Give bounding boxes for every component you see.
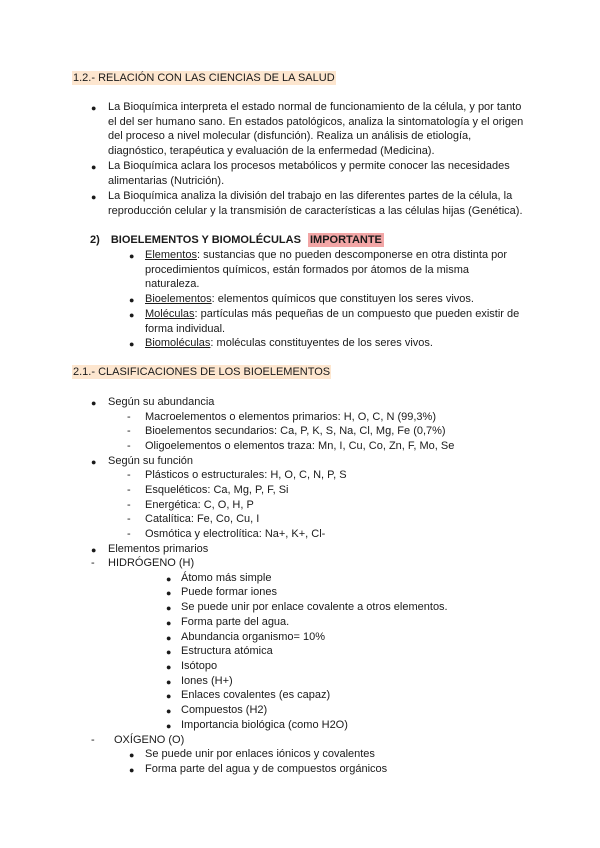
list-item bbox=[108, 159, 510, 188]
section-heading-text: 2.1.- CLASIFICACIONES DE LOS BIOELEMENTOS bbox=[73, 366, 331, 378]
section-number: 2) bbox=[90, 234, 100, 246]
bullet-icon: ● bbox=[166, 574, 172, 584]
list-item: Plásticos o estructurales: H, O, C, N, P, S bbox=[145, 469, 347, 481]
definition-text: : partículas más pequeñas de un compuesto que pueden existir de bbox=[194, 308, 520, 320]
bullet-icon: ● bbox=[166, 691, 172, 701]
important-badge: IMPORTANTE bbox=[309, 234, 382, 246]
line: reproducción celular y la transmisión de características a las células hijas (Genética). bbox=[108, 204, 523, 217]
dash-icon: - bbox=[127, 484, 131, 496]
bullet-icon: ● bbox=[166, 706, 172, 716]
section-heading-1-2 bbox=[72, 71, 336, 86]
definition-text: naturaleza. bbox=[145, 278, 200, 291]
definition-term: Bioelementos bbox=[145, 293, 212, 305]
dash-icon: - bbox=[127, 440, 131, 452]
definition-text: procedimientos químicos, están formados por átomos de la misma bbox=[145, 263, 470, 276]
bullet-icon: ● bbox=[166, 588, 172, 598]
section-heading-text: 1.2.- RELACIÓN CON LAS CIENCIAS DE LA SALUD bbox=[73, 72, 335, 84]
list-item: Átomo más simple bbox=[181, 572, 272, 584]
list-item: Puede formar iones bbox=[181, 586, 277, 598]
bullet-icon: ● bbox=[91, 192, 97, 202]
element-label: OXÍGENO (O) bbox=[114, 734, 185, 746]
dash-icon: - bbox=[127, 425, 131, 437]
dash-icon: - bbox=[127, 411, 131, 423]
bullet-icon: ● bbox=[166, 633, 172, 643]
list-item: Forma parte del agua y de compuestos orgánicos bbox=[145, 763, 388, 775]
category-label: Según su función bbox=[108, 455, 194, 467]
line: el del ser humano sano. En estados patológicos, analiza la sintomatología y el origen bbox=[108, 115, 524, 128]
bullet-icon: ● bbox=[91, 162, 97, 172]
list-item: Estructura atómica bbox=[181, 645, 273, 657]
definition-text: forma individual. bbox=[145, 322, 226, 335]
dash-icon: - bbox=[91, 557, 95, 569]
bullet-icon: ● bbox=[166, 721, 172, 731]
definition-term: Elementos bbox=[145, 249, 197, 261]
definition-item bbox=[145, 248, 507, 292]
dash-icon: - bbox=[127, 469, 131, 481]
list-item: Oligoelementos o elementos traza: Mn, I, Cu, Co, Zn, F, Mo, Se bbox=[145, 440, 455, 452]
list-item: Compuestos (H2) bbox=[181, 704, 268, 716]
bullet-icon: ● bbox=[91, 545, 97, 555]
line: alimentarias (Nutrición). bbox=[108, 174, 225, 187]
list-item: Bioelementos secundarios: Ca, P, K, S, Na, Cl, Mg, Fe (0,7%) bbox=[145, 425, 446, 437]
bullet-icon: ● bbox=[166, 647, 172, 657]
category-label: Según su abundancia bbox=[108, 396, 215, 408]
bullet-icon: ● bbox=[129, 765, 135, 775]
section-heading-2-1 bbox=[72, 365, 331, 380]
section-title-2 bbox=[90, 233, 384, 248]
bullet-icon: ● bbox=[166, 662, 172, 672]
dash-icon: - bbox=[91, 734, 95, 746]
definition-item bbox=[145, 336, 433, 351]
list-item bbox=[108, 189, 523, 218]
list-item: Osmótica y electrolítica: Na+, K+, Cl- bbox=[145, 528, 326, 540]
definition-text: : elementos químicos que constituyen los seres vivos. bbox=[211, 293, 474, 305]
line: La Bioquímica interpreta el estado normal de funcionamiento de la célula, y por tanto bbox=[108, 101, 522, 113]
list-item: Enlaces covalentes (es capaz) bbox=[181, 689, 331, 701]
dash-icon: - bbox=[127, 499, 131, 511]
list-item: Se puede unir por enlace covalente a otros elementos. bbox=[181, 601, 448, 613]
list-item: Iones (H+) bbox=[181, 675, 233, 687]
dash-icon: - bbox=[127, 528, 131, 540]
section-title-text: BIOELEMENTOS Y BIOMOLÉCULAS bbox=[110, 234, 301, 246]
bullet-icon: ● bbox=[166, 677, 172, 687]
line: diagnóstico, terapéutica y evaluación de la enfermedad (Medicina). bbox=[108, 144, 435, 157]
definition-text: : sustancias que no pueden descomponerse en otra distinta por bbox=[196, 249, 508, 261]
bullet-icon: ● bbox=[91, 457, 97, 467]
definition-term: Moléculas bbox=[145, 308, 195, 320]
list-item: Isótopo bbox=[181, 660, 218, 672]
bullet-icon: ● bbox=[129, 750, 135, 760]
bullet-icon: ● bbox=[129, 339, 135, 349]
definition-item bbox=[145, 292, 474, 307]
list-item: Esqueléticos: Ca, Mg, P, F, Si bbox=[145, 484, 289, 496]
list-item: Se puede unir por enlaces iónicos y covalentes bbox=[145, 748, 375, 760]
category-label: Elementos primarios bbox=[108, 543, 209, 555]
definition-item bbox=[145, 307, 519, 336]
line: La Bioquímica aclara los procesos metabólicos y permite conocer las necesidades bbox=[108, 160, 510, 172]
list-item: Importancia biológica (como H2O) bbox=[181, 719, 348, 731]
list-item: Forma parte del agua. bbox=[181, 616, 290, 628]
element-label: HIDRÓGENO (H) bbox=[108, 557, 195, 569]
definition-text: : moléculas constituyentes de los seres vivos. bbox=[210, 337, 433, 349]
list-item: Energética: C, O, H, P bbox=[145, 499, 254, 511]
bullet-icon: ● bbox=[166, 603, 172, 613]
bullet-icon: ● bbox=[129, 251, 135, 261]
bullet-icon: ● bbox=[129, 295, 135, 305]
bullet-icon: ● bbox=[166, 618, 172, 628]
line: del proceso a nivel molecular (disfunción). Realiza un análisis de etiología, bbox=[108, 130, 472, 143]
bullet-icon: ● bbox=[129, 310, 135, 320]
list-item: Macroelementos o elementos primarios: H, O, C, N (99,3%) bbox=[145, 411, 436, 423]
list-item: Abundancia organismo= 10% bbox=[181, 631, 326, 643]
dash-icon: - bbox=[127, 513, 131, 525]
definition-term: Biomoléculas bbox=[145, 337, 211, 349]
list-item: Catalítica: Fe, Co, Cu, I bbox=[145, 513, 260, 525]
bullet-icon: ● bbox=[91, 398, 97, 408]
list-item bbox=[108, 100, 523, 158]
bullet-icon: ● bbox=[91, 103, 97, 113]
line: La Bioquímica analiza la división del trabajo en las diferentes partes de la célula, la bbox=[108, 190, 513, 202]
